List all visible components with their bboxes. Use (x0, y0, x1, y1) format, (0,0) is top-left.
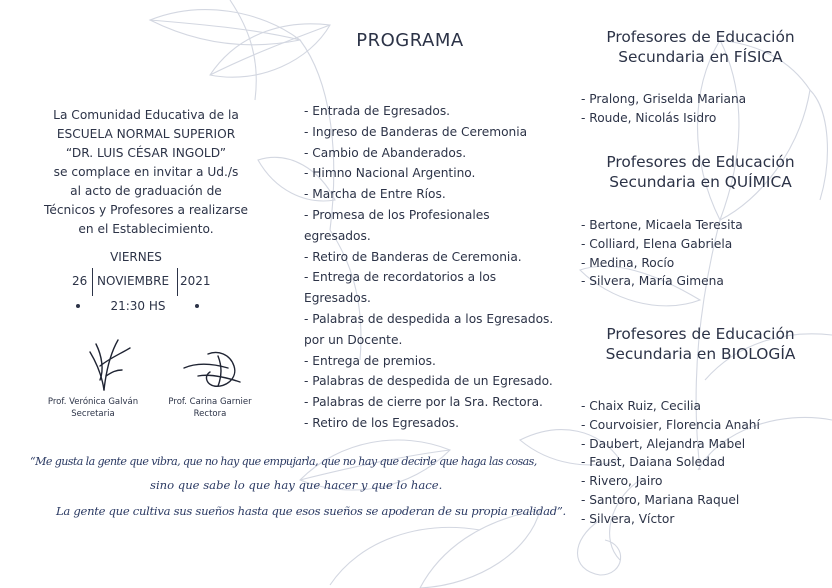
signature-caption (40, 396, 146, 420)
program-title: PROGRAMA (356, 30, 464, 51)
signature-caption (160, 396, 260, 420)
section-title-line: Secundaria en QUÍMICA (609, 173, 792, 191)
program-item: - Promesa de los Profesionales (304, 207, 490, 222)
intro-line: al acto de graduación de (70, 184, 222, 198)
section-title-line: Profesores de Educación (606, 153, 795, 171)
quote-line: “Me gusta la gente que vibra, que no hay que empujarla, que no hay que decirle que haga las cosas, (30, 455, 537, 468)
signer-role: Secretaria (71, 409, 115, 419)
date-divider (177, 268, 178, 296)
graduate-name: - Bertone, Micaela Teresita (581, 218, 743, 232)
event-day-number: 26 (72, 274, 88, 288)
section-title-biologia (578, 324, 823, 364)
invitation-text (20, 106, 272, 239)
graduate-name: - Daubert, Alejandra Mabel (581, 436, 746, 451)
program-item: - Himno Nacional Argentino. (304, 166, 476, 181)
signature-garnier (178, 346, 248, 394)
graduates-list-fisica (581, 90, 826, 128)
section-title-line: Secundaria en BIOLOGÍA (605, 345, 796, 363)
graduate-name: - Silvera, María Gimena (581, 274, 724, 289)
graduate-name: - Faust, Daiana Soledad (581, 455, 726, 470)
event-year: 2021 (180, 274, 211, 288)
signer-role: Rectora (193, 409, 227, 419)
quote-line: sino que sabe lo que hay que hacer y que lo hace. (150, 478, 443, 492)
program-item: egresados. (304, 228, 371, 243)
graduate-name: - Silvera, Víctor (581, 511, 675, 526)
date-divider (92, 268, 93, 296)
signer-name: Prof. Verónica Galván (47, 397, 139, 407)
program-item: Egresados. (304, 291, 371, 306)
signer-name: Prof. Carina Garnier (168, 397, 252, 407)
bullet-dot (195, 304, 199, 308)
program-item: - Retiro de Banderas de Ceremonia. (304, 249, 522, 264)
graduate-name: - Chaix Ruiz, Cecilia (581, 399, 701, 413)
program-item: - Entrega de recordatorios a los (304, 270, 497, 285)
graduate-name: - Roude, Nicolás Isidro (581, 110, 717, 125)
program-item: - Marcha de Entre Ríos. (304, 187, 446, 202)
graduate-name: - Courvoisier, Florencia Anahí (581, 417, 760, 432)
section-title-fisica (578, 27, 823, 67)
intro-line: “DR. LUIS CÉSAR INGOLD” (65, 146, 227, 160)
program-list (304, 101, 562, 434)
bullet-dot (76, 304, 80, 308)
signature-galvan (82, 336, 134, 394)
event-month: NOVIEMBRE (97, 274, 170, 288)
graduate-name: - Colliard, Elena Gabriela (581, 236, 733, 251)
section-title-line: Secundaria en FÍSICA (618, 48, 783, 66)
graduate-name: - Santoro, Mariana Raquel (581, 492, 740, 507)
intro-line: ESCUELA NORMAL SUPERIOR (56, 127, 236, 141)
event-weekday: VIERNES (110, 250, 162, 264)
program-item: - Palabras de despedida de un Egresado. (304, 374, 553, 389)
program-item: - Entrada de Egresados. (304, 104, 451, 118)
program-item: por un Docente. (304, 332, 403, 347)
program-item: - Cambio de Abanderados. (304, 145, 467, 160)
program-item: - Palabras de despedida a los Egresados. (304, 311, 554, 326)
section-title-line: Profesores de Educación (606, 28, 795, 46)
quote-line: La gente que cultiva sus sueños hasta que esos sueños se apoderan de su propia realidad”. (56, 504, 566, 518)
program-item: - Palabras de cierre por la Sra. Rectora. (304, 395, 543, 410)
section-title-quimica (578, 152, 823, 192)
intro-line: en el Establecimiento. (78, 222, 214, 236)
graduate-name: - Pralong, Griselda Mariana (581, 92, 747, 106)
intro-line: La Comunidad Educativa de la (53, 108, 239, 122)
intro-line: Técnicos y Profesores a realizarse (43, 203, 249, 217)
graduates-list-quimica (581, 216, 826, 291)
graduates-list-biologia (581, 397, 826, 529)
program-item: - Ingreso de Banderas de Ceremonia (304, 124, 528, 139)
program-item: - Retiro de los Egresados. (304, 415, 460, 430)
section-title-line: Profesores de Educación (606, 325, 795, 343)
event-time: 21:30 HS (110, 299, 166, 313)
graduate-name: - Rivero, Jairo (581, 474, 663, 489)
program-item: - Entrega de premios. (304, 353, 436, 368)
graduate-name: - Medina, Rocío (581, 255, 675, 270)
intro-line: se complace en invitar a Ud./s (53, 165, 239, 179)
